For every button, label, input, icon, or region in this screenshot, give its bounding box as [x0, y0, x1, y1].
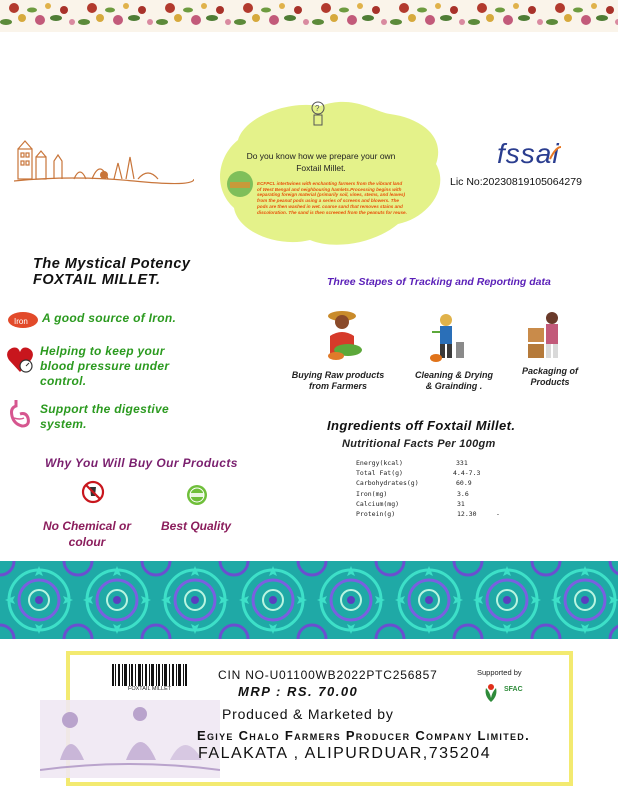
step-packaging — [506, 366, 594, 388]
nutrition-value-protein: 12.30 — [457, 510, 477, 518]
cin-number: CIN NO-U01100WB2022PTC256857 — [218, 668, 438, 682]
nutrition-value-iron: 3.6 — [457, 490, 469, 498]
heart-pressure-icon — [6, 344, 34, 374]
step-cleaning-line-2: & Grainding . — [425, 381, 483, 391]
benefit-digestive-line-1: Support the digestive — [40, 402, 169, 416]
no-chemical-icon — [81, 480, 105, 504]
nutrition-value-energy: 331 — [456, 459, 468, 467]
sfac-label: SFAC — [504, 686, 523, 693]
fssai-swoosh-icon — [548, 145, 562, 161]
step-cleaning-line-1: Cleaning & Drying — [414, 370, 493, 380]
stomach-icon — [8, 398, 32, 430]
nutrition-name-protein: Protein(g) — [356, 510, 396, 518]
best-quality-label: Best Quality — [160, 519, 232, 533]
fssai-text: fssai — [497, 138, 560, 169]
iron-icon — [6, 310, 40, 330]
company-address: FALAKATA , ALIPURDUAR,735204 — [198, 745, 492, 762]
nutrition-name-iron: Iron(mg) — [356, 490, 388, 498]
farmer-cleaning-icon — [430, 312, 466, 364]
benefit-bp-line-3: control. — [40, 374, 87, 388]
heading-line-1: The Mystical Potency — [33, 256, 191, 272]
mandala-band — [0, 561, 618, 639]
benefit-blood-pressure — [40, 344, 169, 389]
bubble-title: Do you know how we prepare your own Foxtail Millet. — [246, 151, 396, 173]
nutrition-name-fat: Total Fat(g) — [356, 469, 403, 477]
step-cleaning — [400, 370, 508, 392]
heading-line-2: FOXTAIL MILLET. — [33, 272, 161, 288]
benefit-bp-line-1: Helping to keep your — [40, 344, 165, 358]
nutrition-value-carbs: 60.9 — [456, 479, 472, 487]
benefit-digestive — [40, 402, 169, 432]
nutrition-value-calcium: 31 — [457, 500, 465, 508]
nutrition-name-carbs: Carbohydrates(g) — [356, 479, 419, 487]
barcode-icon — [112, 664, 188, 686]
farmers-watermark-illustration — [40, 700, 220, 778]
packaging-icon — [526, 310, 566, 360]
benefit-iron — [42, 311, 176, 326]
step-packaging-line-1: Packaging of — [521, 366, 578, 376]
nutrition-value-fat: 4.4-7.3 — [453, 469, 481, 477]
farmer-harvest-icon — [320, 306, 366, 362]
supported-by-label: Supported by — [477, 668, 522, 677]
company-name: Egiye Chalo Farmers Producer Company Limited. — [197, 728, 531, 743]
license-number: Lic No:20230819105064279 — [450, 176, 582, 188]
benefit-digestive-line-2: system. — [40, 417, 87, 431]
floral-border — [0, 0, 618, 32]
step-buying-line-1: Buying Raw products — [291, 370, 385, 380]
village-illustration — [14, 135, 194, 185]
no-chemical-line-1: No Chemical or — [42, 519, 132, 533]
step-buying-line-2: from Farmers — [308, 381, 368, 391]
no-chemical-line-2: colour — [68, 535, 106, 549]
produced-by: Produced & Marketed by — [222, 706, 394, 722]
bubble-body: ECFPCL intertwines with enchanting farmers from the vibrant land of West Bengal and neighbouring hamlets.Processing begins with separating foreign material (primarily soil, vines, stems, and leaves) from the peanut pods using a series of screens and blowers. The pods are then washed in wet. coarse sand that removes stains and discoloration. The sand is then screened from the peanuts for reuse. — [257, 181, 407, 215]
nutrition-subtitle: Nutritional Facts Per 100gm — [342, 438, 496, 450]
nutrition-extra-protein: - — [496, 510, 500, 518]
svg-text:Iron: Iron — [14, 317, 28, 326]
mrp-price: MRP : RS. 70.00 — [238, 684, 359, 699]
nutrition-name-calcium: Calcium(mg) — [356, 500, 400, 508]
benefit-iron-text: A good source of Iron. — [42, 311, 177, 325]
tracking-title: Three Stapes of Tracking and Reporting data — [327, 276, 551, 288]
best-quality-icon — [186, 484, 208, 506]
barcode-label: FOXTAIL MILLET — [128, 686, 172, 692]
step-buying — [278, 370, 398, 392]
ingredients-title: Ingredients off Foxtail Millet. — [327, 418, 516, 433]
no-chemical-label — [30, 518, 144, 550]
product-heading — [33, 256, 190, 288]
nutrition-name-energy: Energy(kcal) — [356, 459, 403, 467]
benefit-bp-line-2: blood pressure under — [40, 359, 170, 373]
step-packaging-line-2: Products — [530, 377, 570, 387]
why-title: Why You Will Buy Our Products — [45, 456, 238, 470]
svg-text:?: ? — [315, 104, 320, 113]
sfac-logo-icon — [480, 682, 502, 704]
